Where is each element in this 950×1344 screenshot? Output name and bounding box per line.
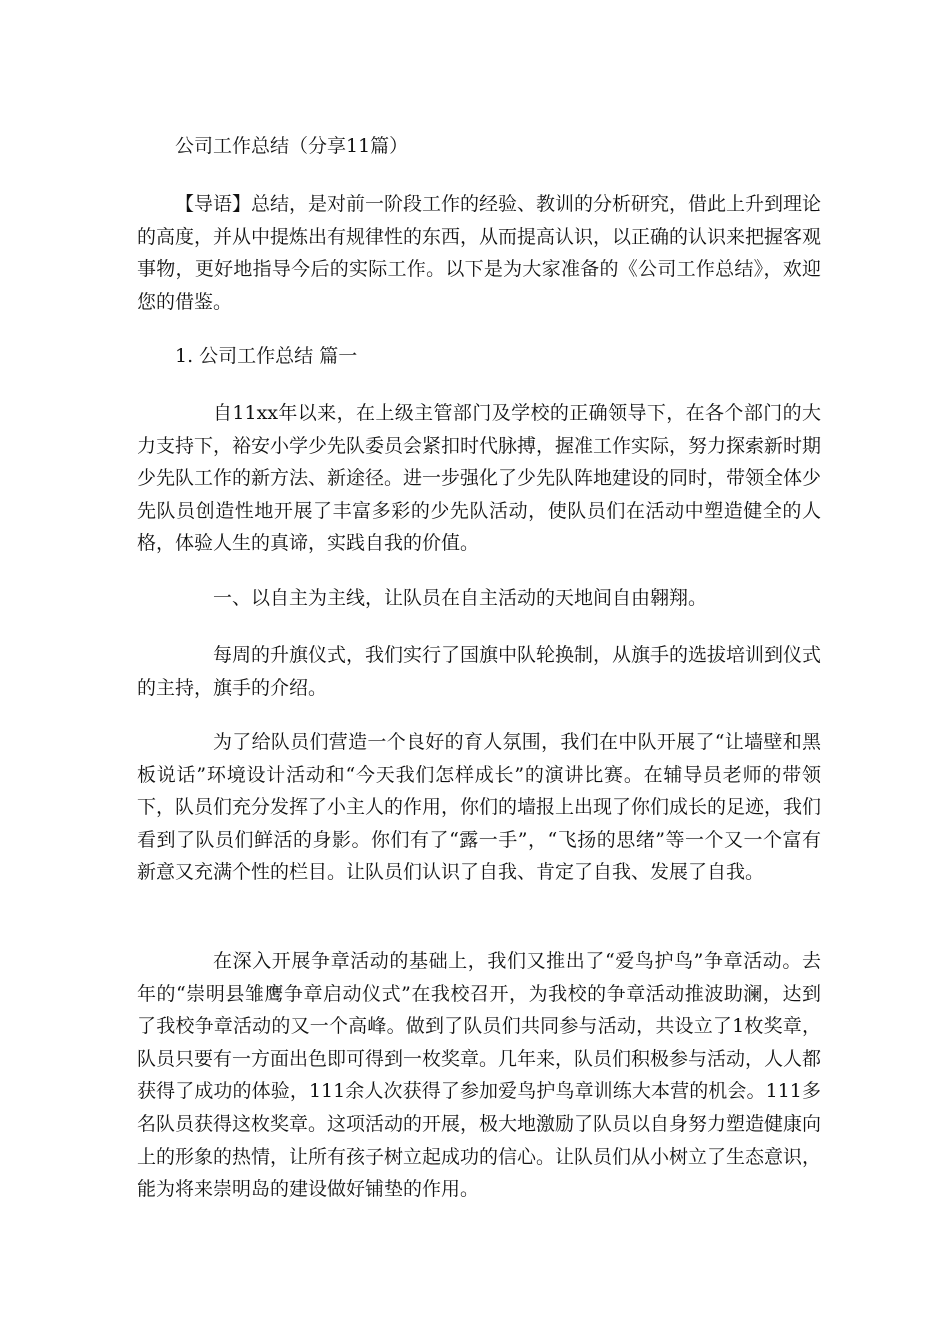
body-paragraph-4: 为了给队员们营造一个良好的育人氛围，我们在中队开展了“让墙壁和黑板说话”环境设计活动和“今天我们怎样成长”的演讲比赛。在辅导员老师的带领下，队员们充分发挥了小主人的作用，你们的墙报上出现了你们成长的足迹，我们看到了队员们鲜活的身影。你们有了“露一手”，“飞扬的思绪”等一个又一个富有新意又充满个性的栏目。让队员们认识了自我、肯定了自我、发展了自我。 bbox=[137, 731, 822, 884]
section-heading: 1. 公司工作总结 篇一 bbox=[175, 345, 358, 367]
lead-paragraph: 【导语】总结，是对前一阶段工作的经验、教训的分析研究，借此上升到理论的高度，并从中提炼出有规律性的东西，从而提高认识，以正确的认识来把握客观事物，更好地指导今后的实际工作。以下是为大家准备的《公司工作总结》，欢迎您的借鉴。 bbox=[137, 193, 822, 313]
body-paragraph-3: 每周的升旗仪式，我们实行了国旗中队轮换制，从旗手的选拔培训到仪式的主持，旗手的介绍。 bbox=[137, 644, 822, 699]
body-paragraph-5: 在深入开展争章活动的基础上，我们又推出了“爱鸟护鸟”争章活动。去年的“崇明县雏鹰争章启动仪式”在我校召开，为我校的争章活动推波助澜，达到了我校争章活动的又一个高峰。做到了队员们共同参与活动，共设立了1枚奖章，队员只要有一方面出色即可得到一枚奖章。几年来，队员们积极参与活动，人人都获得了成功的体验，111余人次获得了参加爱鸟护鸟章训练大本营的机会。111多名队员获得这枚奖章。这项活动的开展，极大地激励了队员以自身努力塑造健康向上的形象的热情，让所有孩子树立起成功的信心。让队员们从小树立了生态意识，能为将来崇明岛的建设做好铺垫的作用。 bbox=[137, 950, 822, 1201]
body-paragraph-1: 自11xx年以来，在上级主管部门及学校的正确领导下，在各个部门的大力支持下，裕安小学少先队委员会紧扣时代脉搏，握准工作实际，努力探索新时期少先队工作的新方法、新途径。进一步强化了少先队阵地建设的同时，带领全体少先队员创造性地开展了丰富多彩的少先队活动，使队员们在活动中塑造健全的人格，体验人生的真谛，实践自我的价值。 bbox=[137, 402, 822, 555]
document-title: 公司工作总结（分享11篇） bbox=[175, 135, 409, 157]
body-paragraph-2: 一、以自主为主线，让队员在自主活动的天地间自由翱翔。 bbox=[213, 587, 708, 609]
